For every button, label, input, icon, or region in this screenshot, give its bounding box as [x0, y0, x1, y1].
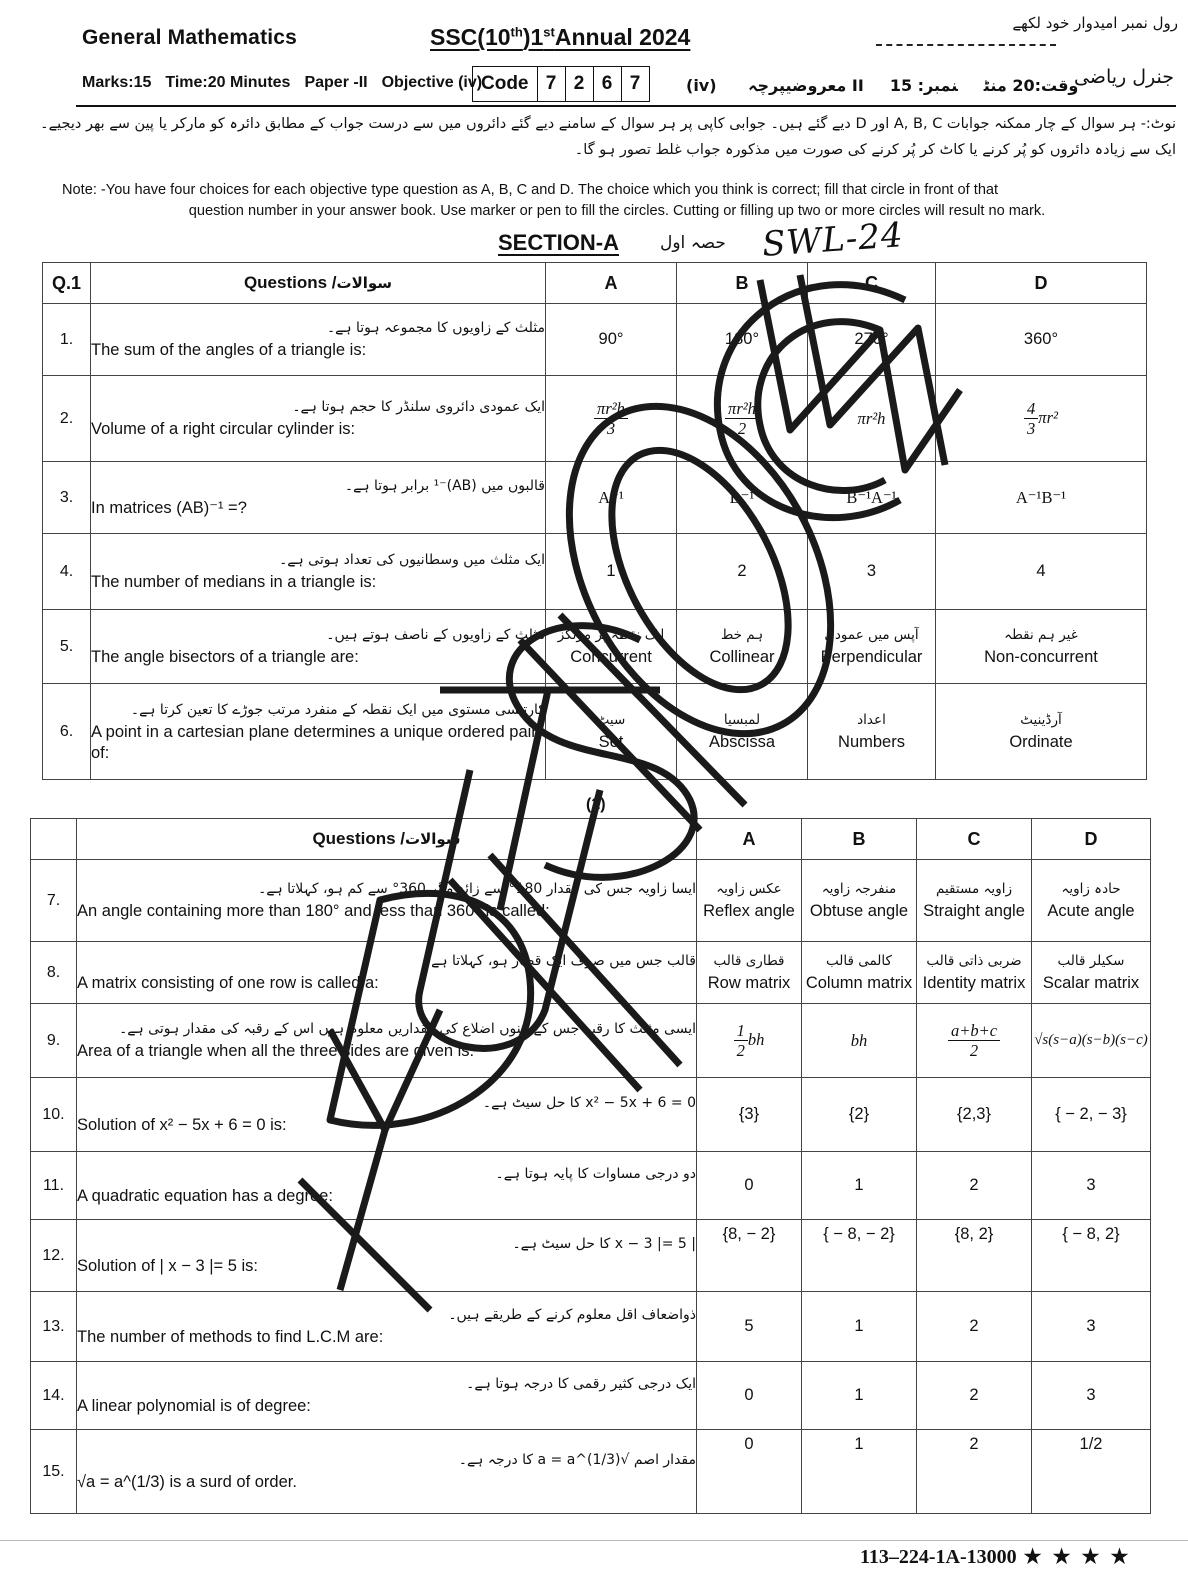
option-b-en: Abscissa — [708, 733, 776, 751]
handwritten-annotation: SWL-24 — [760, 215, 905, 265]
code-box-label: Code — [473, 67, 538, 101]
option-d-en: Ordinate — [1009, 733, 1073, 751]
option-a[interactable]: 5 — [697, 1292, 802, 1362]
option-b[interactable]: 1 — [802, 1292, 917, 1362]
question-text-ur: ایک درجی کثیر رقمی کا درجہ ہوتا ہے۔ — [466, 1376, 696, 1392]
paper-meta-ur — [660, 76, 1078, 95]
footer-divider — [0, 1540, 1188, 1541]
option-d[interactable]: 4 — [936, 534, 1147, 610]
marks-label-ur: نمبر: 15 — [889, 76, 958, 95]
question-number: 3. — [43, 462, 91, 534]
option-c-ur: زاویہ مستقیم — [936, 881, 1012, 897]
table-row — [43, 376, 1147, 462]
header-row-secondary — [0, 66, 1188, 104]
option-d[interactable]: 3 — [1032, 1362, 1151, 1430]
col-header-c: C — [808, 263, 936, 304]
question-number: 8. — [31, 942, 77, 1004]
question-text — [91, 610, 546, 684]
instructions-en — [62, 180, 1172, 222]
option-d[interactable]: 3 — [1032, 1152, 1151, 1220]
question-text — [77, 1078, 697, 1152]
header-divider-rule — [76, 105, 1176, 107]
option-d[interactable]: √s(s−a)(s−b)(s−c) — [1032, 1004, 1151, 1078]
question-text — [77, 860, 697, 942]
col-header-questions-ur: سوالات — [336, 274, 393, 292]
option-d[interactable] — [1032, 860, 1151, 942]
option-c[interactable]: {2,3} — [917, 1078, 1032, 1152]
exam-title — [430, 24, 690, 51]
question-text-ur: ایک مثلث میں وسطانیوں کی تعداد ہوتی ہے۔ — [279, 552, 545, 568]
roll-number-label-ur: رول نمبر امیدوار خود لکھے — [1012, 14, 1178, 32]
option-c-ur: اعداد — [857, 712, 886, 728]
option-c-denominator: 2 — [969, 1041, 979, 1060]
option-a-en: Row matrix — [707, 974, 791, 992]
option-a-ur: عکس زاویہ — [716, 881, 782, 897]
option-b[interactable]: 1 — [802, 1152, 917, 1220]
question-number: 10. — [31, 1078, 77, 1152]
option-b-en: Collinear — [709, 648, 775, 666]
question-number: 13. — [31, 1292, 77, 1362]
instructions-ur-line1: نوٹ:- ہر سوال کے چار ممکنہ جوابات A, B, C اور D دیے گئے ہیں۔ جوابی کاپی پر ہر سوال کے سامنے دیے گئے دائروں میں سے درست جواب کے مطابق دائرہ کو مارکر یا پین سے بھر دیجیے۔ — [40, 116, 1176, 132]
table-row — [31, 1292, 1151, 1362]
question-text-en: A quadratic equation has a degree: — [77, 1187, 333, 1205]
option-b-denominator: 2 — [737, 419, 747, 438]
option-a[interactable]: 1 — [546, 534, 677, 610]
option-c[interactable] — [808, 610, 936, 684]
table-row — [31, 1430, 1151, 1514]
question-text-en: A point in a cartesian plane determines a unique ordered pair of: — [91, 722, 537, 762]
col-header-questions-en: Questions / — [312, 829, 406, 848]
option-d[interactable]: A⁻¹B⁻¹ — [936, 462, 1147, 534]
objective-label: Objective (iv) — [381, 74, 483, 91]
option-b-ur: ہم خط — [720, 627, 764, 643]
code-digit-1: 7 — [538, 67, 566, 101]
exam-title-part2: )1 — [522, 24, 544, 50]
question-text — [77, 1004, 697, 1078]
roll-number-dotted-line — [876, 44, 1056, 46]
time-label-ur: وقت:20 منٹ — [983, 76, 1079, 95]
option-b[interactable]: bh — [802, 1004, 917, 1078]
option-d[interactable] — [936, 610, 1147, 684]
col-header-a: A — [546, 263, 677, 304]
option-b[interactable] — [677, 684, 808, 780]
option-d-numerator: 4 — [1024, 400, 1038, 419]
question-text — [77, 1430, 697, 1514]
option-d-en: Acute angle — [1047, 902, 1135, 920]
paper-label: Paper -II — [304, 74, 368, 91]
question-number: 9. — [31, 1004, 77, 1078]
option-a[interactable]: 0 — [697, 1362, 802, 1430]
option-c[interactable]: B⁻¹A⁻¹ — [808, 462, 936, 534]
paper-label-ur: پرچہ II — [748, 76, 864, 95]
option-b[interactable]: 1 — [802, 1362, 917, 1430]
col-header-questions-en: Questions / — [243, 273, 337, 292]
option-a[interactable]: 90° — [546, 304, 677, 376]
question-text-en: The angle bisectors of a triangle are: — [91, 648, 359, 666]
option-a[interactable]: A⁻¹ — [546, 462, 677, 534]
question-text-en: Solution of | x − 3 |= 5 is: — [77, 1257, 259, 1275]
question-text-ur: کارتیسی مستوی میں ایک نقطہ کے منفرد مرتب جوڑے کا تعین کرتا ہے۔ — [130, 701, 545, 718]
option-a[interactable] — [697, 1004, 802, 1078]
question-text — [77, 1152, 697, 1220]
option-d-denominator: 3 — [1027, 419, 1036, 438]
table-row — [31, 860, 1151, 942]
option-d-ur: سکیلر قالب — [1057, 953, 1125, 969]
option-b[interactable] — [802, 942, 917, 1004]
question-number: 7. — [31, 860, 77, 942]
option-c[interactable] — [808, 684, 936, 780]
question-text — [91, 304, 546, 376]
option-b[interactable]: 2 — [677, 534, 808, 610]
question-number: 4. — [43, 534, 91, 610]
col-header-d: D — [936, 263, 1147, 304]
option-a[interactable] — [697, 942, 802, 1004]
table-row — [31, 942, 1151, 1004]
objective-label-ur: (iv) معروضی — [686, 76, 847, 95]
question-text-ur: ذواضعاف اقل معلوم کرنے کے طریقے ہیں۔ — [448, 1307, 696, 1323]
option-b-ur: لمبسیا — [723, 712, 761, 728]
table-row — [31, 1362, 1151, 1430]
table-row — [43, 684, 1147, 780]
col-header-b: B — [802, 819, 917, 860]
question-text-en: Volume of a right circular cylinder is: — [91, 420, 356, 438]
question-number: 14. — [31, 1362, 77, 1430]
question-text-ur: ایسی مثلث کا رقبہ جس کے تینوں اضلاع کی مقداریں معلوم ہوں اس کے رقبہ کی مقدار ہوتی ہے۔ — [119, 1021, 696, 1037]
question-text-ur: دو درجی مساوات کا پایہ ہوتا ہے۔ — [495, 1166, 696, 1182]
question-text-ur: ایک عمودی دائروی سلنڈر کا حجم ہوتا ہے۔ — [292, 399, 545, 415]
option-b-en: Column matrix — [805, 974, 913, 992]
question-text-en: The number of medians in a triangle is: — [91, 573, 377, 591]
option-d[interactable]: 1/2 — [1032, 1430, 1151, 1514]
code-digit-2: 2 — [566, 67, 594, 101]
option-c[interactable]: 3 — [808, 534, 936, 610]
option-c[interactable] — [917, 942, 1032, 1004]
option-d-ur: حادہ زاویہ — [1061, 881, 1121, 897]
option-a[interactable]: 0 — [697, 1430, 802, 1514]
option-a[interactable] — [546, 684, 677, 780]
option-a-ur: سیٹ — [596, 712, 626, 728]
option-a-en: Reflex angle — [703, 902, 795, 920]
col-header-questions — [91, 263, 546, 304]
table-row — [31, 1152, 1151, 1220]
option-d[interactable]: { − 2, − 3} — [1032, 1078, 1151, 1152]
subject-title-ur: جنرل ریاضی — [1073, 66, 1174, 88]
question-number: 5. — [43, 610, 91, 684]
option-b-en: Obtuse angle — [809, 902, 909, 920]
option-a[interactable] — [697, 860, 802, 942]
option-d[interactable] — [936, 684, 1147, 780]
question-number: 1. — [43, 304, 91, 376]
option-c[interactable]: πr²h — [808, 376, 936, 462]
option-d[interactable] — [1032, 942, 1151, 1004]
col-header-questions — [77, 819, 697, 860]
option-a[interactable] — [546, 376, 677, 462]
paper-code-box — [472, 66, 650, 102]
table-header-row — [31, 819, 1151, 860]
question-number: 15. — [31, 1430, 77, 1514]
exam-title-part3: Annual 2024 — [554, 24, 691, 50]
subject-title-en: General Mathematics — [82, 26, 298, 49]
col-header-a: A — [697, 819, 802, 860]
question-text — [77, 1292, 697, 1362]
table-row — [43, 304, 1147, 376]
col-header-b: B — [677, 263, 808, 304]
section-title: SECTION-A — [498, 230, 619, 255]
header-row-primary — [0, 14, 1188, 62]
option-c-en: Numbers — [838, 733, 905, 751]
marks-label: Marks:15 — [82, 74, 152, 91]
question-text-en: √a = a^(1/3) is a surd of order. — [77, 1473, 297, 1491]
col-header-c: C — [917, 819, 1032, 860]
instructions-ur-line2: ایک سے زیادہ دائروں کو پُر کرنے یا کاٹ کر پُر کرنے کی صورت میں مذکورہ جواب غلط تصور ہو گا۔ — [574, 142, 1176, 158]
option-c[interactable]: 270° — [808, 304, 936, 376]
option-b-numerator: πr²h — [725, 400, 759, 419]
question-text-ur: مقدار اصم √a = a^(1/3) کا درجہ ہے۔ — [458, 1452, 696, 1468]
question-text-en: Area of a triangle when all the three sides are given is: — [77, 1042, 475, 1060]
table-row — [43, 610, 1147, 684]
option-c-ur: آپس میں عمودی — [824, 627, 919, 643]
question-text-en: A linear polynomial is of degree: — [77, 1397, 311, 1415]
col-header-questions-ur: سوالات — [405, 830, 461, 848]
question-text-en: Solution of x² − 5x + 6 = 0 is: — [77, 1116, 287, 1134]
option-b[interactable] — [677, 376, 808, 462]
paper-meta-en — [82, 74, 496, 92]
instructions-en-line1: Note: -You have four choices for each objective type question as A, B, C and D. The choice which you think is correct; fill that circle in front of that — [62, 182, 999, 198]
option-a-denominator: 3 — [606, 419, 616, 438]
option-a[interactable]: {3} — [697, 1078, 802, 1152]
option-b[interactable]: B⁻¹ — [677, 462, 808, 534]
option-c-en: Perpendicular — [820, 648, 923, 666]
table-row — [31, 1078, 1151, 1152]
question-text — [91, 684, 546, 780]
option-a-denominator: 2 — [736, 1041, 745, 1060]
option-d[interactable] — [936, 376, 1147, 462]
option-a-ur: قطاری قالب — [713, 953, 785, 969]
option-b[interactable]: 1 — [802, 1430, 917, 1514]
option-d-en: Scalar matrix — [1042, 974, 1140, 992]
code-digit-4: 7 — [629, 73, 641, 94]
option-d[interactable]: { − 8, 2} — [1032, 1220, 1151, 1292]
option-d[interactable]: 3 — [1032, 1292, 1151, 1362]
question-text-en: The number of methods to find L.C.M are: — [77, 1328, 384, 1346]
question-text-ur: مثلث کے زاویوں کے ناصف ہوتے ہیں۔ — [326, 627, 545, 643]
exam-title-sup-st: st — [543, 24, 555, 40]
col-header-spacer — [31, 819, 77, 860]
option-c[interactable]: 2 — [917, 1430, 1032, 1514]
option-c[interactable]: {8, 2} — [917, 1220, 1032, 1292]
questions-table-part1 — [42, 262, 1147, 780]
option-a-numerator: 1 — [734, 1022, 748, 1041]
code-digit-3: 6 — [594, 67, 622, 101]
option-a[interactable]: {8, − 2} — [697, 1220, 802, 1292]
table-header-row — [43, 263, 1147, 304]
question-text — [91, 376, 546, 462]
question-text-en: An angle containing more than 180° and less than 360° is called: — [77, 902, 550, 920]
footer-code — [860, 1544, 1131, 1569]
question-text-ur: قالب جس میں صرف ایک قطار ہو، کہلاتا ہے۔ — [422, 953, 696, 969]
question-number: 11. — [31, 1152, 77, 1220]
question-text-ur: قالبوں میں (AB)⁻¹ برابر ہوتا ہے۔ — [344, 478, 545, 494]
option-a-ur: ایک نقطہ پر مرتکز — [557, 627, 665, 643]
option-d-ur: آرڈینیٹ — [1020, 712, 1062, 728]
question-text-ur: | x − 3 |= 5 کا حل سیٹ ہے۔ — [512, 1236, 696, 1252]
question-text-en: The sum of the angles of a triangle is: — [91, 341, 367, 359]
question-text — [91, 534, 546, 610]
col-header-d: D — [1032, 819, 1151, 860]
option-c[interactable] — [917, 860, 1032, 942]
page-marker: (2) — [586, 796, 606, 813]
option-c[interactable] — [917, 1004, 1032, 1078]
option-b[interactable]: {2} — [802, 1078, 917, 1152]
question-text — [77, 1220, 697, 1292]
footer-stars: ★ ★ ★ ★ — [1023, 1546, 1132, 1568]
option-c[interactable]: 2 — [917, 1362, 1032, 1430]
option-c[interactable]: 2 — [917, 1292, 1032, 1362]
question-text-ur: ایسا زاویہ جس کی مقدار 180° سے زائد مگر 360° سے کم ہو، کہلاتا ہے۔ — [258, 881, 696, 897]
section-title-ur: حصہ اول — [660, 233, 726, 253]
option-a[interactable]: 0 — [697, 1152, 802, 1220]
option-b[interactable] — [677, 610, 808, 684]
option-b-ur: کالمی قالب — [826, 953, 892, 969]
option-b[interactable] — [802, 860, 917, 942]
question-number: 12. — [31, 1220, 77, 1292]
questions-table-part2 — [30, 818, 1151, 1514]
option-a-numerator: πr²h — [594, 400, 628, 419]
table-row — [43, 534, 1147, 610]
question-text — [77, 1362, 697, 1430]
option-c-en: Identity matrix — [922, 974, 1026, 992]
table-row — [31, 1220, 1151, 1292]
option-b-ur: منفرجہ زاویہ — [821, 881, 897, 897]
question-text — [77, 942, 697, 1004]
question-text-ur: مثلث کے زاویوں کا مجموعہ ہوتا ہے۔ — [326, 320, 545, 336]
section-header — [0, 215, 1188, 265]
option-d-ur: غیر ہم نقطہ — [1004, 627, 1078, 643]
col-header-qnum: Q.1 — [43, 263, 91, 304]
option-d[interactable]: 360° — [936, 304, 1147, 376]
option-c[interactable]: 2 — [917, 1152, 1032, 1220]
exam-title-sup-th: th — [510, 24, 523, 40]
table-row — [31, 1004, 1151, 1078]
option-a[interactable] — [546, 610, 677, 684]
question-text-en: A matrix consisting of one row is called a: — [77, 974, 379, 992]
question-text-en: In matrices (AB)⁻¹ =? — [91, 499, 247, 517]
option-c-ur: ضربی ذاتی قالب — [926, 953, 1022, 969]
option-a-tail: bh — [747, 1029, 765, 1049]
option-b[interactable]: { − 8, − 2} — [802, 1220, 917, 1292]
option-a-en: Set — [598, 733, 624, 751]
time-label: Time:20 Minutes — [165, 74, 291, 91]
option-d-tail: πr² — [1038, 407, 1058, 427]
option-a-en: Concurrent — [570, 648, 652, 666]
option-c-numerator: a+b+c — [948, 1022, 1000, 1041]
option-d-en: Non-concurrent — [984, 648, 1098, 666]
option-c-en: Straight angle — [923, 902, 1025, 920]
instructions-en-line2: question number in your answer book. Use marker or pen to fill the circles. Cutting or filling up two or more circles will result no mark. — [188, 203, 1046, 219]
question-text — [91, 462, 546, 534]
table-row — [43, 462, 1147, 534]
footer-code-text: 113–224-1A-13000 — [860, 1546, 1017, 1568]
question-number: 2. — [43, 376, 91, 462]
exam-title-part1: SSC(10 — [430, 24, 511, 50]
question-number: 6. — [43, 684, 91, 780]
option-b[interactable]: 180° — [677, 304, 808, 376]
question-text-ur: x² − 5x + 6 = 0 کا حل سیٹ ہے۔ — [482, 1095, 696, 1111]
